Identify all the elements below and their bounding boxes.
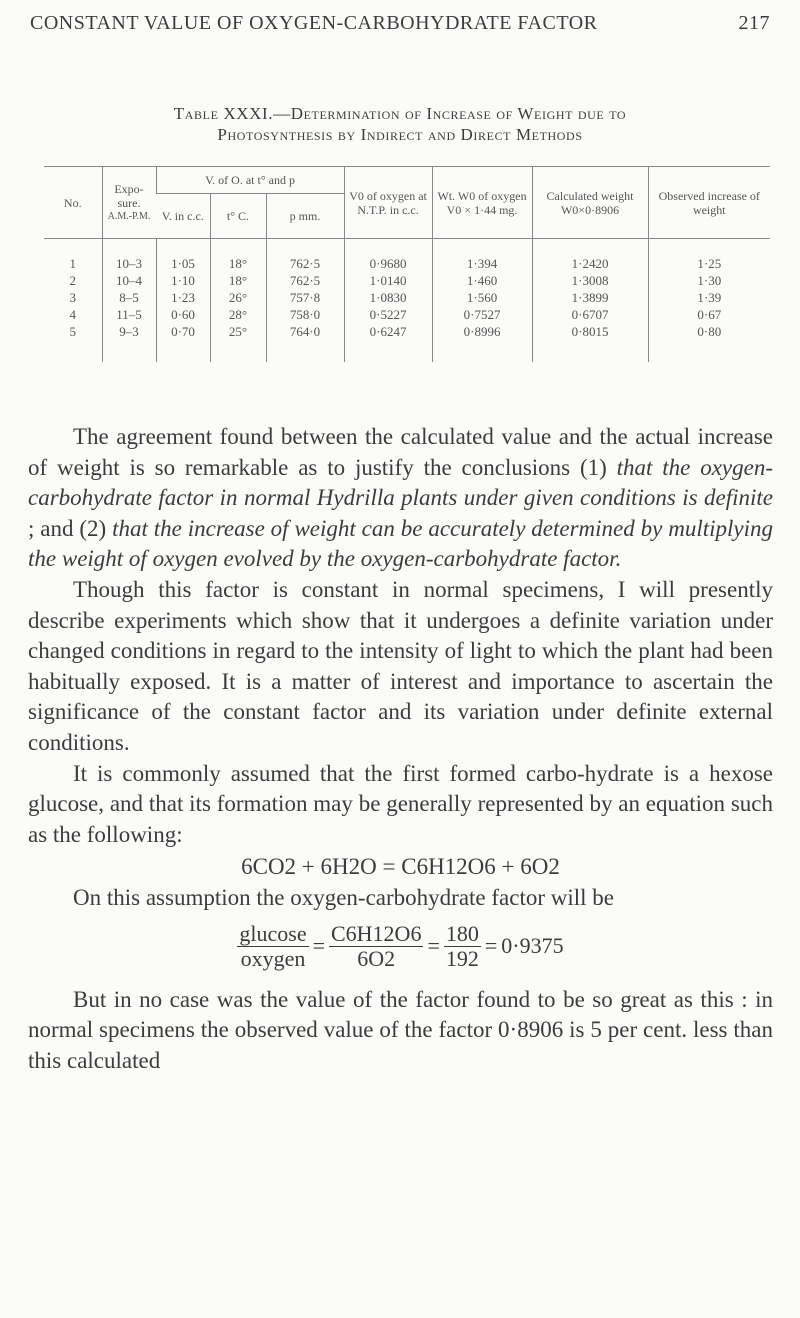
table-row: 1 10–3 1·05 18° 762·5 0·9680 1·394 1·2420 1·25: [44, 239, 770, 273]
table-row: 2 10–4 1·10 18° 762·5 1·0140 1·460 1·3008 1·30: [44, 272, 770, 289]
header-weight: Wt. W0 of oxygen V0 × 1·44 mg.: [432, 167, 532, 239]
running-head: [30, 12, 770, 35]
table-title-line2: Photosynthesis by Indirect and Direct Methods: [217, 125, 583, 144]
photosynthesis-equation: 6CO2 + 6H2O = C6H12O6 + 6O2: [241, 854, 560, 880]
frac-glucose: glucose: [239, 920, 307, 946]
data-table: [44, 166, 770, 362]
frac-result: 0·9375: [501, 932, 564, 958]
header-p-mm: p mm.: [266, 194, 344, 239]
header-volume-group: V. of O. at t° and p: [156, 167, 344, 194]
frac-oxygen: oxygen: [240, 945, 306, 971]
header-calculated: Calculated weight W0×0·8906: [532, 167, 648, 239]
header-no: No.: [44, 167, 102, 239]
header-v0: V0 of oxygen at N.T.P. in c.c.: [344, 167, 432, 239]
paragraph-assumption: On this assumption the oxygen-carbohydrate factor will be: [73, 884, 614, 910]
table-row: 5 9–3 0·70 25° 764·0 0·6247 0·8996 0·8015 0·80: [44, 323, 770, 362]
running-head-title: CONSTANT VALUE OF OXYGEN-CARBOHYDRATE FACTOR: [30, 12, 598, 34]
header-exposure: [102, 167, 156, 239]
body-text: [28, 422, 773, 1076]
header-exposure-unit: A.M.-P.M.: [107, 210, 151, 222]
paragraph-variation: Though this factor is constant in normal specimens, I will presently describe experiments which show that it undergoes a definite variation under changed conditions in regard to the intensity of light to which the plant had been habitually exposed. It is a matter of interest and importance to ascertain the significance of the constant factor and its variation under definite external conditions.: [28, 576, 773, 755]
page-number: 217: [738, 12, 770, 34]
paragraph-hexose: It is commonly assumed that the first formed carbo-hydrate is a hexose glucose, and that its formation may be generally represented by an equation such as the following:: [28, 760, 773, 847]
paragraph-conclusions: The agreement found between the calculated value and the actual increase of weight is so remarkable as to justify the conclusions (1) that the oxygen-carbohydrate factor in normal Hydrilla plants under given conditions is definite ; and (2) that the increase of weight can be accurately determined by multiplying the weight of oxygen evolved by the oxygen-carbohydrate factor.: [28, 424, 774, 572]
paragraph-comparison: But in no case was the value of the factor found to be so great as this : in normal specimens the observed value of the factor 0·8906 is 5 per cent. less than this calculated: [28, 986, 773, 1073]
table-row: 4 11–5 0·60 28° 758·0 0·5227 0·7527 0·6707 0·67: [44, 306, 770, 323]
frac-192: 192: [445, 945, 479, 971]
frac-6o2: 6O2: [357, 945, 396, 971]
frac-c6h12o6: C6H12O6: [331, 920, 422, 946]
frac-180: 180: [445, 920, 479, 946]
table-title: [0, 103, 800, 145]
header-observed: Observed increase of weight: [648, 167, 770, 239]
table-row: 3 8–5 1·23 26° 757·8 1·0830 1·560 1·3899 1·39: [44, 289, 770, 306]
header-v-cc: V. in c.c.: [156, 194, 210, 239]
table-title-line1: Table XXXI.—Determination of Increase of Weight due to: [173, 104, 627, 123]
factor-fraction: $\frac{\text{glucose}}{\text{oxygen}}$ = $\frac{C6H12O6}{6O2}$ = $\frac{180}{192}$ = 0·9375: [239, 920, 564, 971]
header-t-c: t° C.: [210, 194, 266, 239]
header-exposure-label: Expo-sure.: [114, 181, 144, 210]
